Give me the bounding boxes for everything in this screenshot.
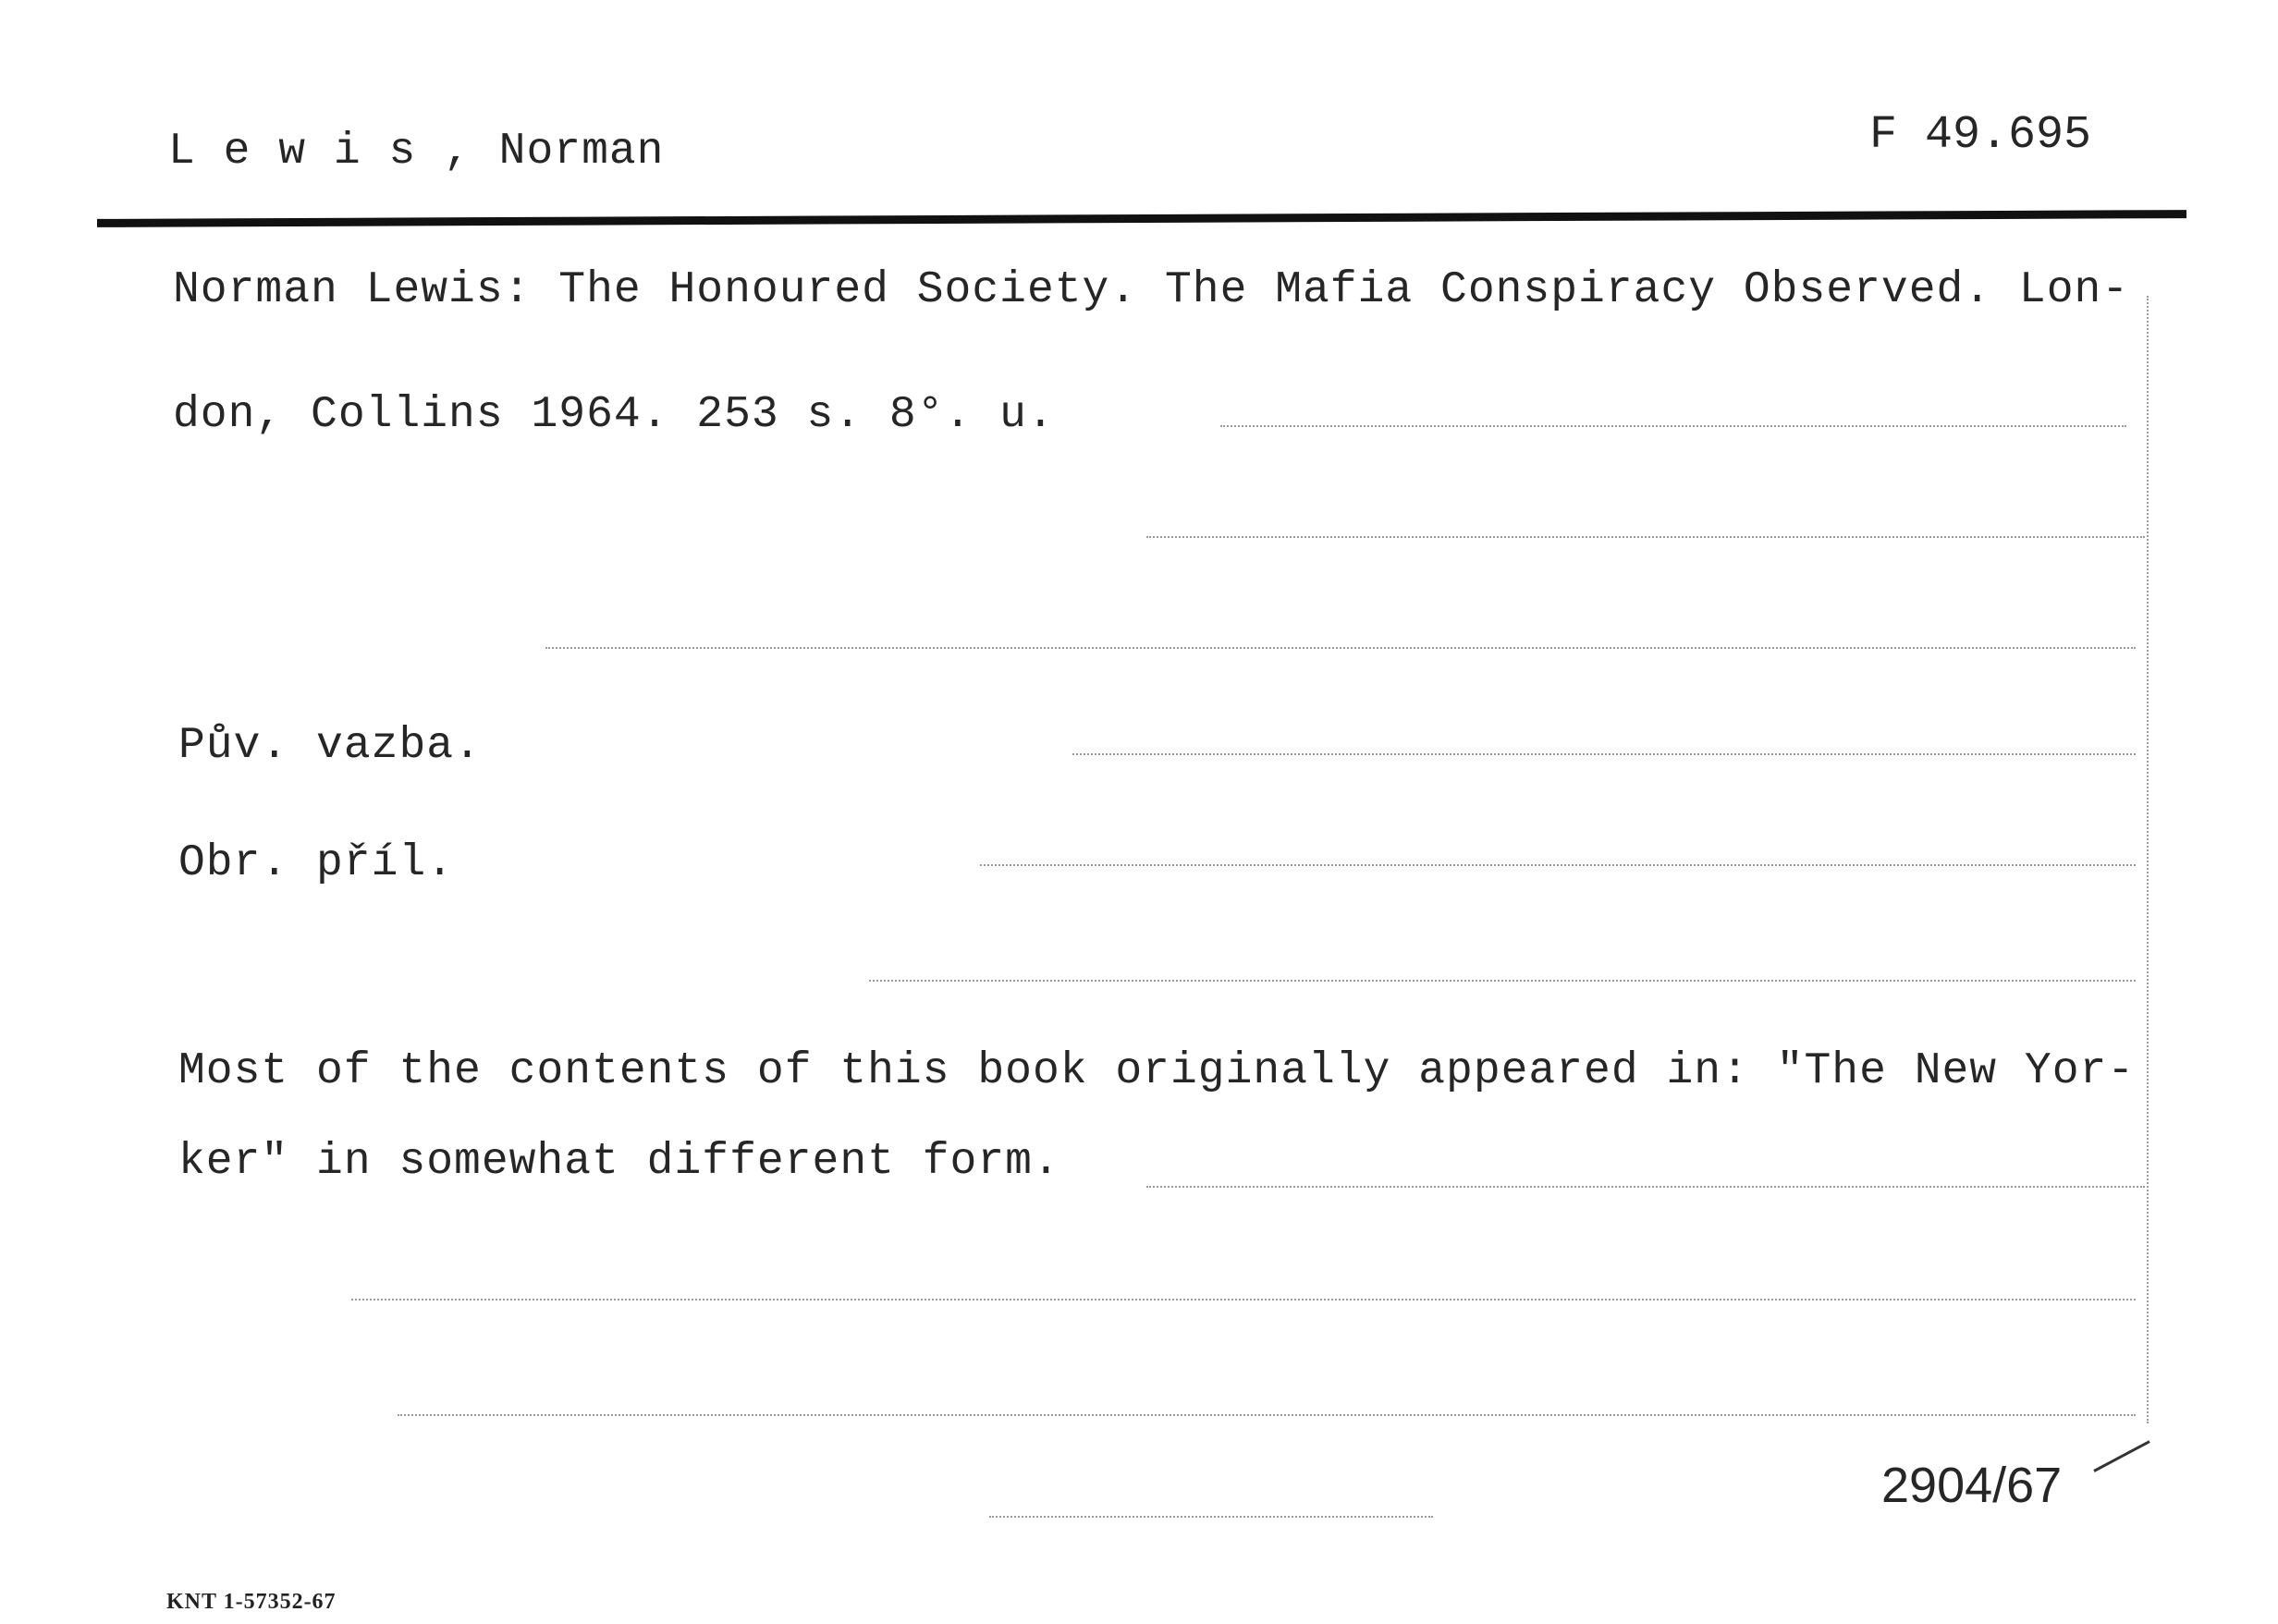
form-guide-line xyxy=(545,647,2136,649)
form-guide-line xyxy=(1072,753,2136,755)
binding-note: Pův. vazba. xyxy=(178,721,482,771)
form-guide-line xyxy=(398,1414,2136,1416)
form-margin-line xyxy=(2147,296,2149,1423)
author-heading: L e w i s , Norman xyxy=(168,127,665,177)
heading-rule xyxy=(97,210,2186,227)
plates-note: Obr. příl. xyxy=(178,838,455,888)
form-guide-line xyxy=(351,1299,2136,1300)
form-guide-line xyxy=(1146,536,2145,538)
form-guide-line xyxy=(1220,425,2126,427)
title-line-1: Norman Lewis: The Honoured Society. The Mafia Conspiracy Observed. Lon- xyxy=(173,265,2130,315)
shelfmark: F 49.695 xyxy=(1869,109,2092,162)
content-note-line-2: ker" in somewhat different form. xyxy=(178,1137,1060,1187)
card-print-code: KNT 1-57352-67 xyxy=(166,1590,337,1614)
content-note-line-1: Most of the contents of this book originally appeared in: "The New Yor- xyxy=(178,1046,2136,1096)
form-guide-line xyxy=(1146,1186,2145,1188)
form-guide-line xyxy=(869,980,2136,982)
form-guide-line xyxy=(980,864,2136,866)
accession-number: 2904/67 xyxy=(1881,1458,2063,1513)
accession-tick-mark xyxy=(2093,1440,2149,1472)
form-guide-line xyxy=(989,1516,1433,1518)
title-line-2: don, Collins 1964. 253 s. 8°. u. xyxy=(173,390,1055,440)
